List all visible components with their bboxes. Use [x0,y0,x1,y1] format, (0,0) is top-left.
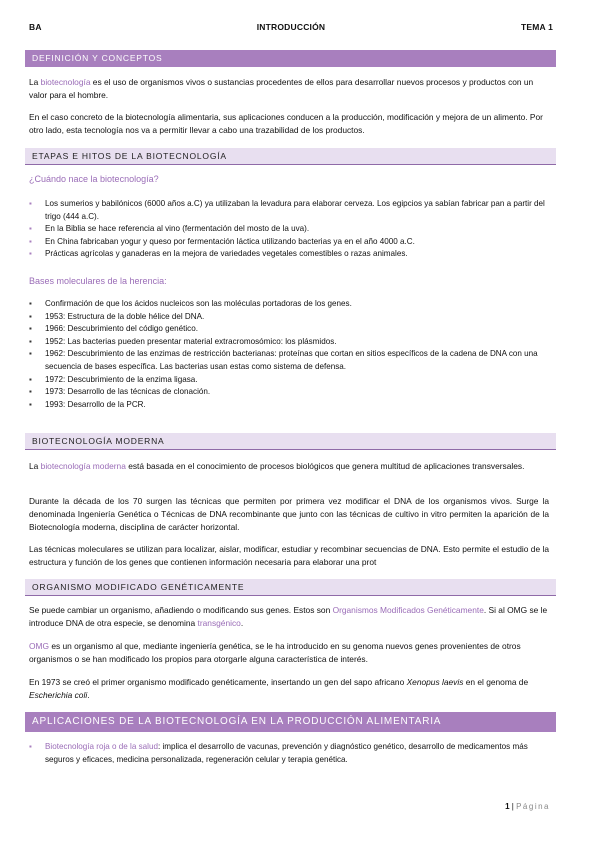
list-milestones [29,298,549,411]
highlight-term: Biotecnología roja o de la salud [45,742,158,751]
highlight-term: biotecnología moderna [40,461,126,471]
paragraph-modern-biotech: La biotecnología moderna está basada en el conocimiento de procesos biológicos que genera multitud de aplicaciones transversales. [29,461,525,471]
list-item: ▪ 1972: Descubrimiento de la enzima ligasa. [29,374,549,387]
page-number: 1 [505,802,510,811]
list-origins [29,198,549,261]
header-left: BA [29,22,42,32]
section-heading-definicion: DEFINICIÓN Y CONCEPTOS [25,50,556,67]
highlight-term: biotecnología [40,77,91,87]
subheading-molecular-bases: Bases moleculares de la herencia: [29,276,167,286]
section-heading-etapas: ETAPAS E HITOS DE LA BIOTECNOLOGÍA [25,148,556,165]
list-applications [29,741,549,766]
section-heading-aplicaciones: APLICACIONES DE LA BIOTECNOLOGÍA EN LA PRODUCCIÓN ALIMENTARIA [25,712,556,732]
list-item: ▪ En China fabricaban yogur y queso por fermentación láctica utilizando bacterias ya en el año 4000 a.C. [29,236,549,249]
page-header [29,22,553,36]
list-item: ▪ Prácticas agrícolas y ganaderas en la mejora de variedades vegetales comestibles o razas animales. [29,248,549,261]
subheading-origin: ¿Cuándo nace la biotecnología? [29,174,159,184]
list-item: ▪ 1962: Descubrimiento de las enzimas de restricción bacterianas: proteínas que cortan en sitios específicos de la cadena de DNA con una secuencia de bases específica. Las bacterias usan estas como sistema de defensa. [29,348,549,373]
paragraph-definition: La biotecnología es el uso de organismos vivos o sustancias procedentes de ellos para desarrollar nuevos procesos y productos con un valor para el hombre. [29,77,534,100]
highlight-term: transgénico [197,617,241,628]
paragraph-molecular-techniques: Las técnicas moleculares se utilizan para localizar, aislar, modificar, estudiar y recombinar secuencias de DNA. Esto permite el estudio de la estructura y función de los genes que contienen información necesaria para elaborar una prot [29,544,549,567]
list-item: ▪ En la Biblia se hace referencia al vino (fermentación del mosto de la uva). [29,223,549,236]
list-item: ▪ Biotecnología roja o de la salud: implica el desarrollo de vacunas, prevención y diagnóstico genético, desarrollo de medicamentos más seguros y eficaces, medicina personalizada, regeneración celular y terapia genética. [29,741,549,766]
highlight-term: OMG [29,641,50,651]
paragraph-seventies: Durante la década de los 70 surgen las técnicas que permiten por primera vez modificar el DNA de los organismos vivos. Surge la denominada Ingeniería Genética o Técnicas de DNA recombinante que junto con las técnicas de cultivo in vitro permiten la aparición de la Biotecnología moderna, disciplina de carácter horizontal. [29,496,549,532]
paragraph-omg-intro: Se puede cambiar un organismo, añadiendo o modificando sus genes. Estos son Organismos Modificados Genéticamente. Si al OMG se le introduce DNA de otra especie, se denomina transgénico. [29,605,548,628]
footer-separator: | [511,802,514,811]
list-item: ▪ 1993: Desarrollo de la PCR. [29,399,549,412]
page-footer [505,802,550,811]
page-word: Página [516,802,550,811]
highlight-term: Organismos Modificados Genéticamente [332,605,484,615]
header-center: INTRODUCCIÓN [256,22,326,32]
paragraph-food-biotech: En el caso concreto de la biotecnología alimentaria, sus aplicaciones conducen a la producción, modificación y mejora de un alimento. Por otro lado, esta tecnología nos va a permitir llevar a cabo una trazabilidad de los productos. [29,112,543,135]
list-item: ▪ 1973: Desarrollo de las técnicas de clonación. [29,386,549,399]
section-heading-omg: ORGANISMO MODIFICADO GENÉTICAMENTE [25,579,556,596]
header-right: TEMA 1 [520,22,553,32]
list-item: ▪ Confirmación de que los ácidos nucleicos son las moléculas portadoras de los genes. [29,298,549,311]
list-item: ▪ Los sumerios y babilónicos (6000 años a.C) ya utilizaban la levadura para elaborar cerveza. Los egipcios ya sabían fabricar pan a partir del trigo (444 a.C). [29,198,549,223]
paragraph-first-omg: En 1973 se creó el primer organismo modificado genéticamente, insertando un gen del sapo africano Xenopus laevis en el genoma de Escherichia coli. [29,677,529,700]
section-heading-moderna: BIOTECNOLOGÍA MODERNA [25,433,556,450]
list-item: ▪ 1953: Estructura de la doble hélice del DNA. [29,311,549,324]
list-item: ▪ 1952: Las bacterias pueden presentar material extracromosómico: los plásmidos. [29,336,549,349]
list-item: ▪ 1966: Descubrimiento del código genético. [29,323,549,336]
paragraph-omg-definition: OMG es un organismo al que, mediante ingeniería genética, se le ha introducido en su genoma nuevos genes provenientes de otros organismos o se han modificado los propios para otorgarle alguna característica de interés. [29,641,521,664]
